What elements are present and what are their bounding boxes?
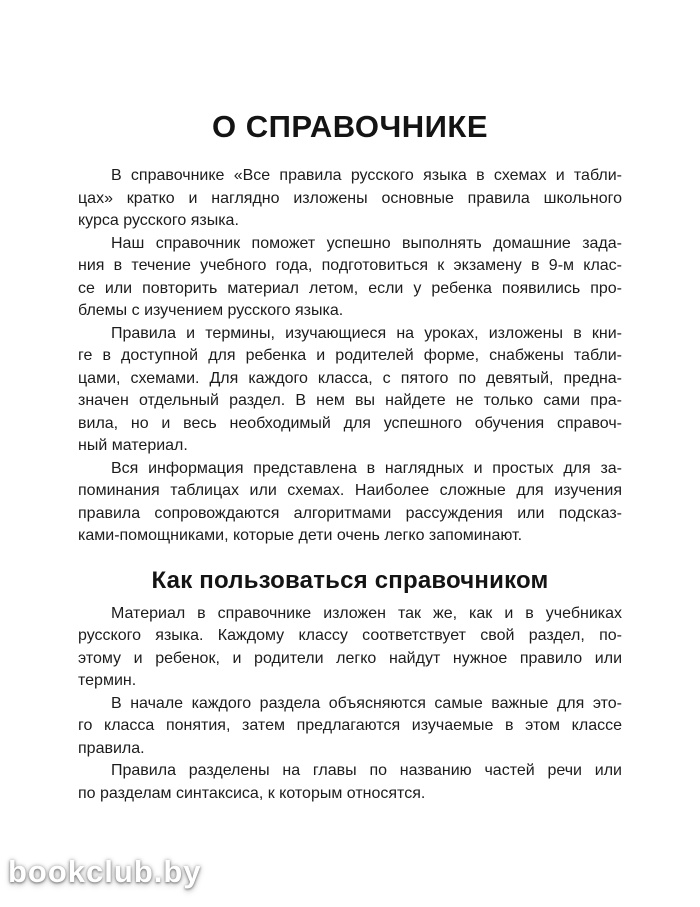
paragraph-line: Правила и термины, изучающиеся на уроках, изложены в кни- bbox=[111, 324, 622, 342]
section-about bbox=[78, 165, 622, 805]
paragraph bbox=[78, 760, 622, 805]
paragraph-line: Материал в справочнике изложен так же, как и в учебниках bbox=[111, 604, 622, 622]
paragraph-line: этому и ребенок, и родители легко найдут нужное правило или bbox=[78, 649, 622, 667]
page-title: О СПРАВОЧНИКЕ bbox=[211, 109, 488, 144]
paragraph bbox=[78, 458, 622, 548]
paragraph bbox=[78, 233, 622, 323]
paragraph bbox=[78, 165, 622, 233]
paragraph-line: по разделам синтаксиса, к которым относятся. bbox=[78, 784, 426, 802]
paragraph-line: термин. bbox=[78, 672, 137, 689]
paragraph-line: Наш справочник поможет успешно выполнять домашние зада- bbox=[111, 234, 622, 252]
paragraph-line: В справочнике «Все правила русского языка в схемах и табли- bbox=[111, 167, 622, 184]
paragraph-line: Вся информация представлена в наглядных и простых для за- bbox=[111, 459, 622, 477]
paragraph-line: В начале каждого раздела объясняются самые важные для это- bbox=[111, 694, 622, 712]
paragraph-line: значен отдельный раздел. В нем вы найдете не только сами пра- bbox=[78, 392, 622, 409]
paragraph bbox=[78, 693, 622, 761]
paragraph-line: се или повторить материал летом, если у ребенка появились про- bbox=[78, 279, 622, 297]
paragraph-line: ге в доступной для ребенка и родителей форме, снабжены табли- bbox=[78, 347, 622, 364]
paragraph-line: цами, схемами. Для каждого класса, с пятого по девятый, предна- bbox=[78, 369, 622, 387]
paragraph-line: блемы с изучением русского языка. bbox=[78, 302, 344, 319]
paragraph-line: русского языка. Каждому классу соответствует свой раздел, по- bbox=[78, 627, 622, 644]
paragraph-line: Правила разделены на главы по названию частей речи или bbox=[111, 762, 622, 779]
paragraph-line: правила. bbox=[78, 739, 145, 757]
section-heading: Как пользоваться справочником bbox=[151, 566, 549, 594]
paragraph-line: цах» кратко и наглядно изложены основные правила школьного bbox=[78, 189, 622, 207]
paragraph-line: вила, но и весь необходимый для успешного обучения справоч- bbox=[78, 414, 622, 432]
paragraph bbox=[78, 603, 622, 693]
paragraph-line: ками-помощниками, которые дети очень легко запоминают. bbox=[78, 527, 523, 544]
paragraph-line: ный материал. bbox=[78, 437, 188, 454]
paragraph-line: го класса понятия, затем предлагаются изучаемые в этом классе bbox=[78, 717, 622, 734]
paragraph-line: поминания таблицах или схемах. Наиболее сложные для изучения bbox=[78, 482, 622, 499]
paragraph-line: курса русского языка. bbox=[78, 212, 239, 229]
paragraph-line: ния в течение учебного года, подготовиться к экзамену в 9-м клас- bbox=[78, 257, 622, 274]
paragraph bbox=[78, 323, 622, 458]
paragraph-line: правила сопровождаются алгоритмами рассуждения или подсказ- bbox=[78, 504, 622, 522]
bookclub-watermark: bookclub.by bbox=[8, 854, 202, 889]
